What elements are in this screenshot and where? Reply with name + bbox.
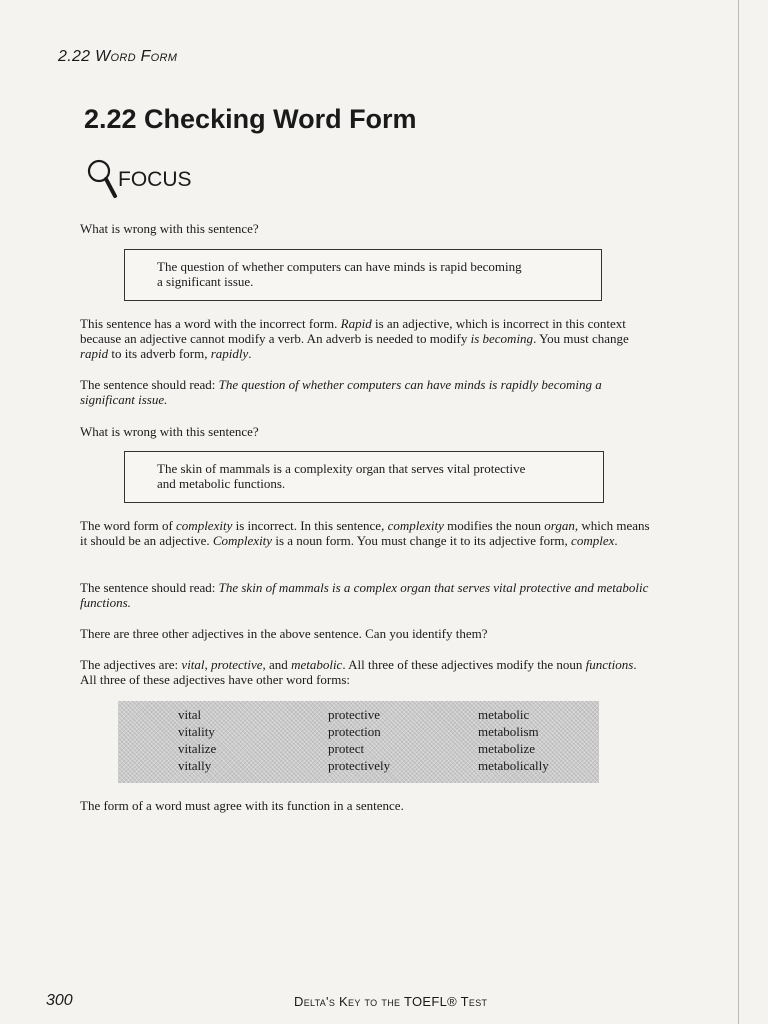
adjectives-paragraph: The adjectives are: vital, protective, and metabolic. All three of these adjectives modify the noun functions. All three of these adjectives have other word forms: bbox=[80, 657, 637, 687]
focus-label: FOCUS bbox=[118, 168, 192, 191]
example-sentence-box-2 bbox=[124, 451, 604, 503]
corrected-sentence-2: The sentence should read: The skin of mammals is a complex organ that serves vital protective and metabolic functions. bbox=[80, 580, 649, 610]
explanation-paragraph-2: The word form of complexity is incorrect. In this sentence, complexity modifies the noun organ, which means it should be an adjective. Complexity is a noun form. You must change it to its adjective form, complex. bbox=[80, 518, 650, 548]
focus-heading bbox=[86, 158, 192, 208]
word-form-cell: metabolism bbox=[478, 724, 539, 739]
magnifier-icon bbox=[86, 158, 120, 209]
word-form-cell: vital bbox=[178, 707, 202, 722]
box-line: a significant issue. bbox=[157, 274, 254, 289]
word-form-cell: protection bbox=[328, 724, 381, 739]
identify-question: There are three other adjectives in the above sentence. Can you identify them? bbox=[80, 626, 488, 641]
word-form-cell: metabolize bbox=[478, 741, 536, 756]
word-form-cell: protective bbox=[328, 707, 380, 722]
word-form-cell: metabolic bbox=[478, 707, 530, 722]
word-form-cell: protect bbox=[328, 741, 365, 756]
running-head: 2.22 Word Form bbox=[58, 48, 178, 65]
example-sentence-box-1 bbox=[124, 249, 602, 301]
box-line: The skin of mammals is a complexity organ that serves vital protective bbox=[157, 461, 526, 476]
word-form-cell: vitally bbox=[178, 758, 212, 773]
word-form-cell: protectively bbox=[328, 758, 391, 773]
word-forms-column-vital bbox=[178, 706, 328, 783]
explanation-paragraph-1: This sentence has a word with the incorrect form. Rapid is an adjective, which is incorrect in this context because an adjective cannot modify a verb. An adverb is needed to modify is becoming. You must change rapid to its adverb form, rapidly. bbox=[80, 316, 629, 361]
box-line: and metabolic functions. bbox=[157, 476, 286, 491]
page-number: 300 bbox=[46, 992, 73, 1009]
page-title: 2.22 Checking Word Form bbox=[84, 104, 417, 134]
book-title-footer: Delta's Key to the TOEFL® Test bbox=[294, 994, 488, 1009]
question-2: What is wrong with this sentence? bbox=[80, 424, 259, 439]
word-form-cell: metabolically bbox=[478, 758, 549, 773]
word-forms-table bbox=[118, 701, 599, 783]
word-forms-column-protective bbox=[328, 706, 478, 783]
concluding-sentence: The form of a word must agree with its function in a sentence. bbox=[80, 798, 404, 813]
corrected-sentence-1: The sentence should read: The question of whether computers can have minds is rapidly becoming a significant issue. bbox=[80, 377, 602, 407]
box-line: The question of whether computers can have minds is rapid becoming bbox=[157, 259, 522, 274]
question-1: What is wrong with this sentence? bbox=[80, 221, 259, 236]
page-edge-divider bbox=[738, 0, 739, 1024]
word-form-cell: vitalize bbox=[178, 741, 217, 756]
word-forms-column-metabolic bbox=[478, 706, 628, 783]
word-form-cell: vitality bbox=[178, 724, 215, 739]
